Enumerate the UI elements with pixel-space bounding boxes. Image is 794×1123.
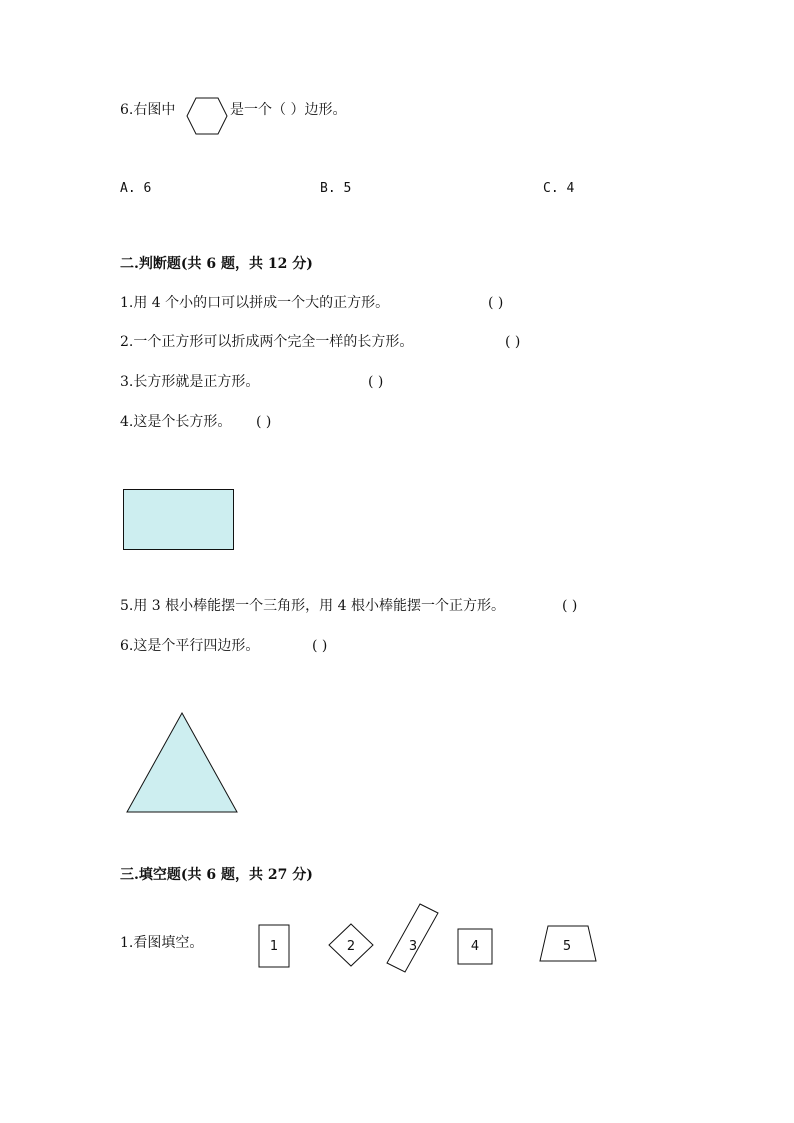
triangle-figure <box>126 712 240 814</box>
judge-answer-1[interactable]: ( ) <box>488 295 504 311</box>
judge-answer-3[interactable]: ( ) <box>368 374 384 390</box>
fill-item-1: 1.看图填空。 <box>120 935 204 951</box>
shape-4-label: 4 <box>470 939 480 954</box>
shape-1-label: 1 <box>269 939 279 954</box>
judge-answer-2[interactable]: ( ) <box>505 334 521 350</box>
shape-5-label: 5 <box>562 939 572 954</box>
judge-item-3: 3.长方形就是正方形。 <box>120 374 260 390</box>
judge-item-4: 4.这是个长方形。 <box>120 414 232 430</box>
section3-heading: 三.填空题(共 6 题，共 27 分) <box>120 867 313 883</box>
rectangle-figure <box>123 489 235 551</box>
shape-3-strip <box>387 904 438 972</box>
section2-heading: 二.判断题(共 6 题，共 12 分) <box>120 256 313 272</box>
judge-item-6: 6.这是个平行四边形。 <box>120 638 260 654</box>
judge-answer-5[interactable]: ( ) <box>562 598 578 614</box>
shape-3-label: 3 <box>408 939 418 954</box>
shapes-row <box>255 900 605 975</box>
option-b[interactable]: B. 5 <box>320 181 352 196</box>
judge-answer-6[interactable]: ( ) <box>312 638 328 654</box>
hexagon-figure <box>186 97 228 135</box>
judge-item-5: 5.用 3 根小棒能摆一个三角形，用 4 根小棒能摆一个正方形。 <box>120 598 505 614</box>
option-a[interactable]: A. 6 <box>120 181 152 196</box>
q6-suffix: 是一个（ ）边形。 <box>230 102 347 118</box>
option-c[interactable]: C. 4 <box>543 181 575 196</box>
q6-prefix: 6.右图中 <box>120 102 176 118</box>
judge-answer-4[interactable]: ( ) <box>256 414 272 430</box>
judge-item-2: 2.一个正方形可以折成两个完全一样的长方形。 <box>120 334 414 350</box>
shape-2-label: 2 <box>346 939 356 954</box>
judge-item-1: 1.用 4 个小的口可以拼成一个大的正方形。 <box>120 295 390 311</box>
